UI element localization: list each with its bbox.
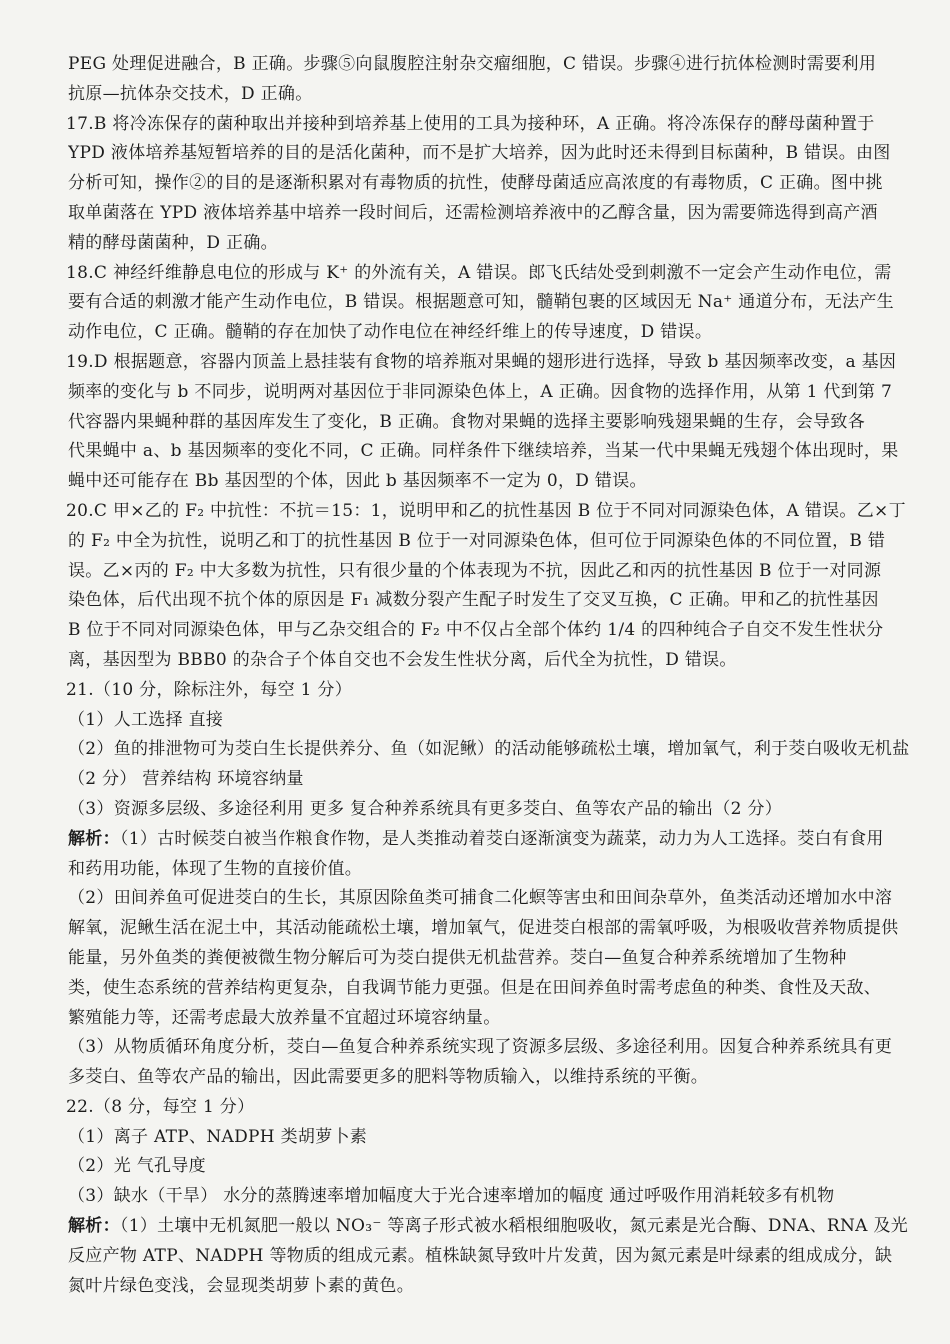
text-line: 误。乙×丙的 F₂ 中大多数为抗性，只有很少量的个体表现为不抗，因此乙和丙的抗性基因 B 位于一对同源 [68,560,882,581]
text-line: 的 F₂ 中全为抗性，说明乙和丁的抗性基因 B 位于一对同源染色体，但可位于同源染色体的不同位置，B 错 [68,530,886,551]
text-line: 抗原—抗体杂交技术，D 正确。 [68,83,313,104]
answer-20-header: 20.C 甲×乙的 F₂ 中抗性：不抗＝15：1，说明甲和乙的抗性基因 B 位于不同对同源染色体，A 错误。乙×丁 [66,500,906,521]
text-line: 要有合适的刺激才能产生动作电位，B 错误。根据题意可知，髓鞘包裹的区域因无 Na⁺ 通道分布，无法产生 [68,292,894,313]
text-line: 离，基因型为 BBB0 的杂合子个体自交也不会发生性状分离，后代全为抗性，D 错误。 [68,649,737,670]
text-line: 蝇中还可能存在 Bb 基因型的个体，因此 b 基因频率不一定为 0，D 错误。 [68,471,647,492]
text-line: 多茭白、鱼等农产品的输出，因此需要更多的肥料等物质输入，以维持系统的平衡。 [68,1067,709,1088]
text-line: 频率的变化与 b 不同步，说明两对基因位于非同源染色体上，A 正确。因食物的选择作用，从第 1 代到第 7 [68,381,893,402]
text-line: （3）从物质循环角度分析，茭白—鱼复合种养系统实现了资源多层级、多途径利用。因复合种养系统具有更 [68,1037,893,1058]
text-line: （2）光 气孔导度 [68,1156,206,1177]
text-line: 精的酵母菌菌种，D 正确。 [68,232,278,253]
text-line: （1）离子 ATP、NADPH 类胡萝卜素 [68,1126,368,1147]
analysis-label: 解析： [68,1216,120,1237]
text-line: （1）人工选择 直接 [68,709,224,730]
text-line: 代果蝇中 a、b 基因频率的变化不同，C 正确。同样条件下继续培养，当某一代中果蝇无残翅个体出现时，果 [68,441,899,462]
text-line: 类，使生态系统的营养结构更复杂，自我调节能力更强。但是在田间养鱼时需考虑鱼的种类、食性及天敌、 [68,977,882,998]
text-line: （2）鱼的排泄物可为茭白生长提供养分、鱼（如泥鳅）的活动能够疏松土壤，增加氧气，利于茭白吸收无机盐 [68,739,910,760]
analysis-label: 解析： [68,828,120,849]
analysis-line: 解析：（1）土壤中无机氮肥一般以 NO₃⁻ 等离子形式被水稻根细胞吸收，氮元素是光合酶、DNA、RNA 及光 [68,1216,909,1237]
text-line: 染色体，后代出现不抗个体的原因是 F₁ 减数分裂产生配子时发生了交叉互换，C 正确。甲和乙的抗性基因 [68,590,879,611]
text-line: 和药用功能，体现了生物的直接价值。 [68,858,363,879]
answer-21-header: 21.（10 分，除标注外，每空 1 分） [66,679,352,700]
text-line: 取单菌落在 YPD 液体培养基中培养一段时间后，还需检测培养液中的乙醇含量，因为需要筛选得到高产酒 [68,202,878,223]
text-line: （3）缺水（干旱） 水分的蒸腾速率增加幅度大于光合速率增加的幅度 通过呼吸作用消耗较多有机物 [68,1186,835,1207]
answer-17-header: 17.B 将冷冻保存的菌种取出并接种到培养基上使用的工具为接种环，A 正确。将冷冻保存的酵母菌种置于 [66,113,875,134]
text-line: 氮叶片绿色变浅，会显现类胡萝卜素的黄色。 [68,1275,414,1296]
text-line: （2 分） 营养结构 环境容纳量 [68,769,304,790]
answer-19-header: 19.D 根据题意，容器内顶盖上悬挂装有食物的培养瓶对果蝇的翅形进行选择，导致 b 基因频率改变，a 基因 [66,351,897,372]
answer-18-header: 18.C 神经纤维静息电位的形成与 K⁺ 的外流有关，A 错误。郎飞氏结处受到刺激不一定会产生动作电位，需 [66,262,892,283]
text-line: 繁殖能力等，还需考虑最大放养量不宜超过环境容纳量。 [68,1007,501,1028]
text-line: 解氧，泥鳅生活在泥土中，其活动能疏松土壤，增加氧气，促进茭白根部的需氧呼吸，为根吸收营养物质提供 [68,918,899,939]
text-line: PEG 处理促进融合，B 正确。步骤⑤向鼠腹腔注射杂交瘤细胞，C 错误。步骤④进行抗体检测时需要利用 [68,54,877,74]
text-line: 代容器内果蝇种群的基因库发生了变化，B 正确。食物对果蝇的选择主要影响残翅果蝇的生存，会导致各 [68,411,865,432]
text-line: B 位于不同对同源染色体，甲与乙杂交组合的 F₂ 中不仅占全部个体约 1/4 的四种纯合子自交不发生性状分 [68,620,884,641]
text-line: 动作电位，C 正确。髓鞘的存在加快了动作电位在神经纤维上的传导速度，D 错误。 [68,322,713,343]
text-line: 分析可知，操作②的目的是逐渐积累对有毒物质的抗性，使酵母菌适应高浓度的有毒物质，C 正确。图中挑 [68,173,883,194]
text-line: （3）资源多层级、多途径利用 更多 复合种养系统具有更多茭白、鱼等农产品的输出（2 分） [68,798,783,819]
analysis-line: 解析：（1）古时候茭白被当作粮食作物，是人类推动着茭白逐渐演变为蔬菜，动力为人工选择。茭白有食用 [68,828,884,849]
text-line: 反应产物 ATP、NADPH 等物质的组成元素。植株缺氮导致叶片发黄，因为氮元素是叶绿素的组成成分，缺 [68,1245,893,1266]
text-line: 能量，另外鱼类的粪便被微生物分解后可为茭白提供无机盐营养。茭白—鱼复合种养系统增加了生物种 [68,947,847,968]
text-line: （2）田间养鱼可促进茭白的生长，其原因除鱼类可捕食二化螟等害虫和田间杂草外，鱼类活动还增加水中溶 [68,888,893,909]
answer-22-header: 22.（8 分，每空 1 分） [66,1096,255,1117]
text-line: YPD 液体培养基短暂培养的目的是活化菌种，而不是扩大培养，因为此时还未得到目标菌种，B 错误。由图 [68,143,891,164]
